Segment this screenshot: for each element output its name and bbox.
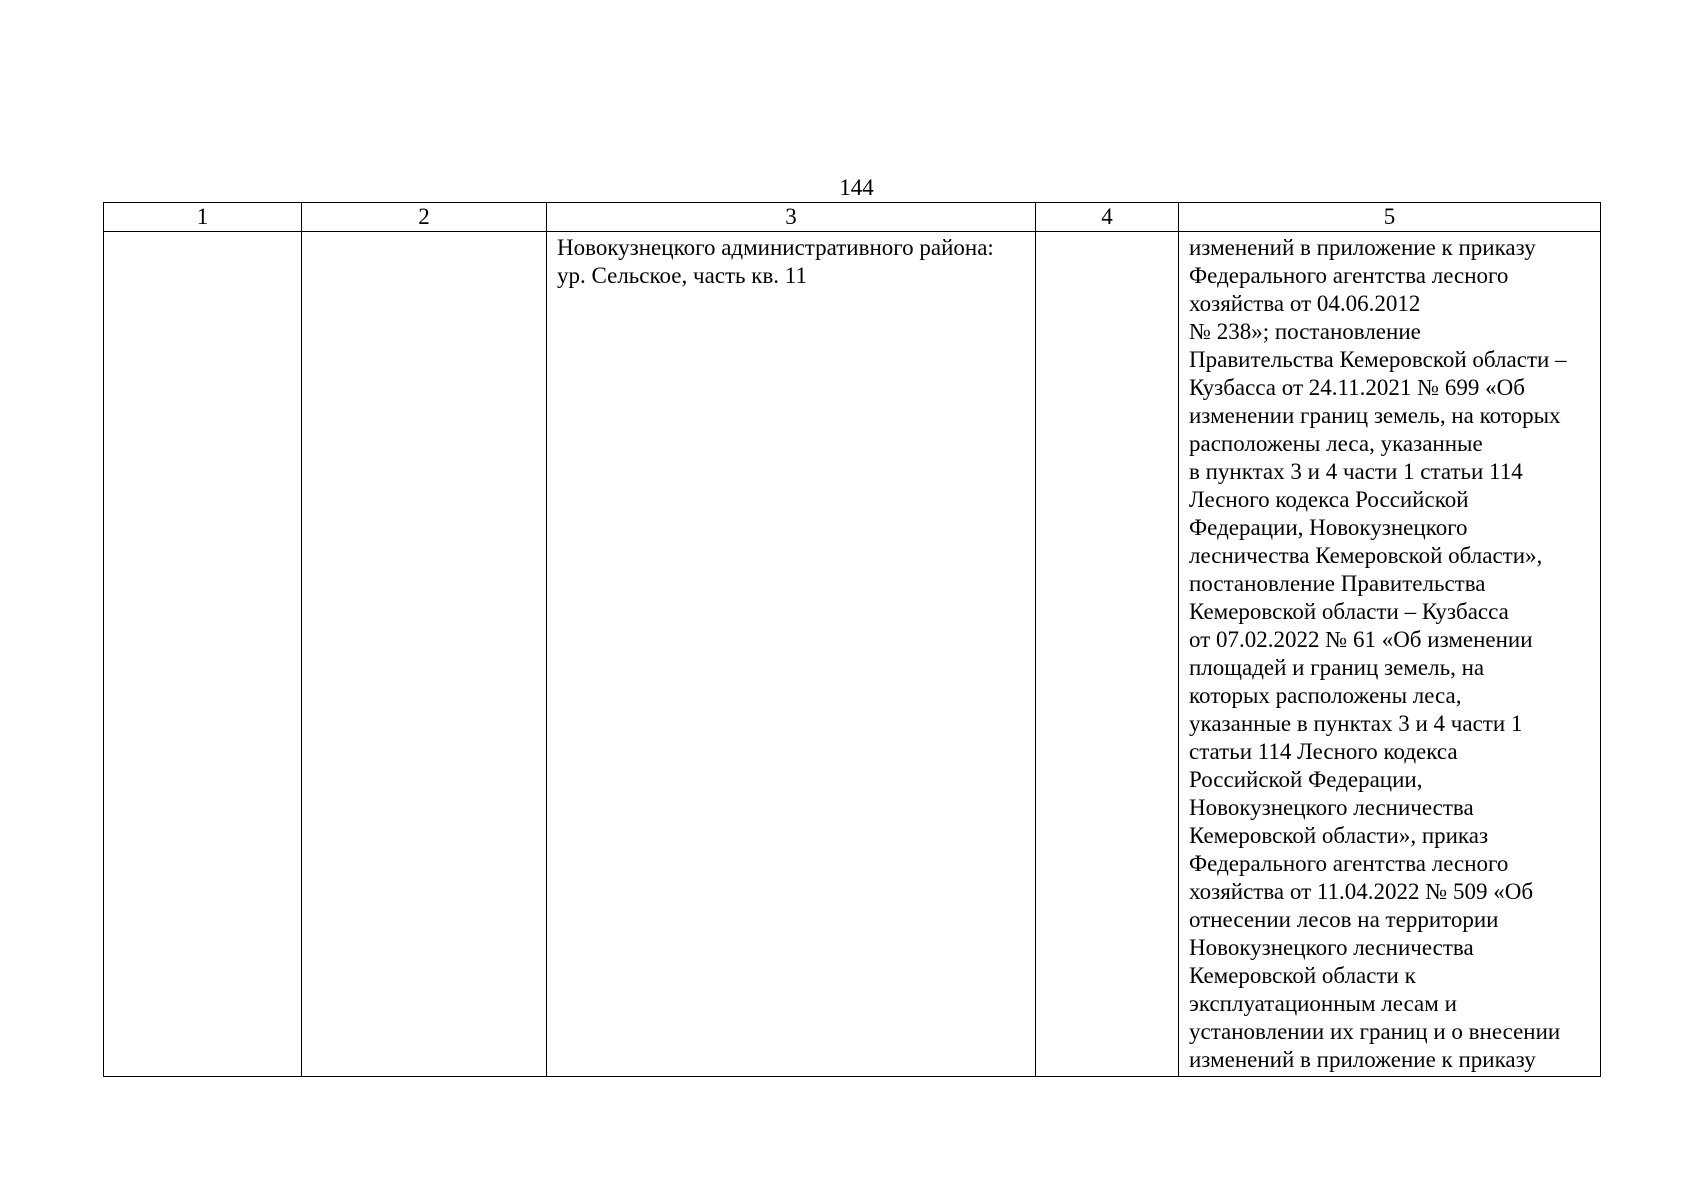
cell-text-line: лесничества Кемеровской области», — [1189, 543, 1543, 568]
cell-text-line: Новокузнецкого лесничества — [1189, 935, 1474, 960]
cell-text-line: в пунктах 3 и 4 части 1 статьи 114 — [1189, 459, 1523, 484]
column-header-4: 4 — [1036, 203, 1179, 232]
cell-text-line: Новокузнецкого административного района: — [557, 235, 994, 260]
column-header-3: 3 — [547, 203, 1036, 232]
cell-text-line: Новокузнецкого лесничества — [1189, 795, 1474, 820]
cell-text-line: статьи 114 Лесного кодекса — [1189, 739, 1458, 764]
cell-text-line: установлении их границ и о внесении — [1189, 1019, 1561, 1044]
cell-col1 — [104, 232, 302, 1077]
cell-text-line: изменении границ земель, на которых — [1189, 403, 1561, 428]
cell-col3-location — [547, 232, 1036, 1077]
document-table — [103, 202, 1601, 1077]
cell-text-line: постановление Правительства — [1189, 571, 1486, 596]
cell-text-line: Кузбасса от 24.11.2021 № 699 «Об — [1189, 375, 1525, 400]
cell-text-line: хозяйства от 04.06.2012 — [1189, 291, 1421, 316]
cell-text-line: изменений в приложение к приказу — [1189, 235, 1536, 260]
column-header-5: 5 — [1179, 203, 1601, 232]
cell-text-line: Кемеровской области», приказ — [1189, 823, 1489, 848]
cell-text-line: площадей и границ земель, на — [1189, 655, 1485, 680]
cell-text-line: Лесного кодекса Российской — [1189, 487, 1469, 512]
cell-col2 — [302, 232, 547, 1077]
cell-text-line: указанные в пунктах 3 и 4 части 1 — [1189, 711, 1523, 736]
cell-text-line: расположены леса, указанные — [1189, 431, 1483, 456]
cell-text-line: Федерации, Новокузнецкого — [1189, 515, 1468, 540]
cell-text-line: ур. Сельское, часть кв. 11 — [557, 263, 807, 288]
cell-text-line: № 238»; постановление — [1189, 319, 1421, 344]
cell-text-line: эксплуатационным лесам и — [1189, 991, 1457, 1016]
cell-col4 — [1036, 232, 1179, 1077]
cell-text-line: Кемеровской области к — [1189, 963, 1416, 988]
cell-text-line: Кемеровской области – Кузбасса — [1189, 599, 1509, 624]
cell-text-line: Федерального агентства лесного — [1189, 851, 1509, 876]
cell-text-line: от 07.02.2022 № 61 «Об изменении — [1189, 627, 1533, 652]
table-row — [104, 232, 1601, 1077]
column-header-2: 2 — [302, 203, 547, 232]
cell-text-line: отнесении лесов на территории — [1189, 907, 1499, 932]
cell-text-line: Российской Федерации, — [1189, 767, 1423, 792]
page-number: 144 — [839, 175, 874, 200]
column-header-1: 1 — [104, 203, 302, 232]
cell-text-line: хозяйства от 11.04.2022 № 509 «Об — [1189, 879, 1534, 904]
cell-col5-legal-basis — [1179, 232, 1601, 1077]
cell-text-line: изменений в приложение к приказу — [1189, 1047, 1536, 1072]
cell-text-line: которых расположены леса, — [1189, 683, 1462, 708]
table-header-row — [104, 203, 1601, 232]
cell-text-line: Правительства Кемеровской области – — [1189, 347, 1567, 372]
cell-text-line: Федерального агентства лесного — [1189, 263, 1509, 288]
